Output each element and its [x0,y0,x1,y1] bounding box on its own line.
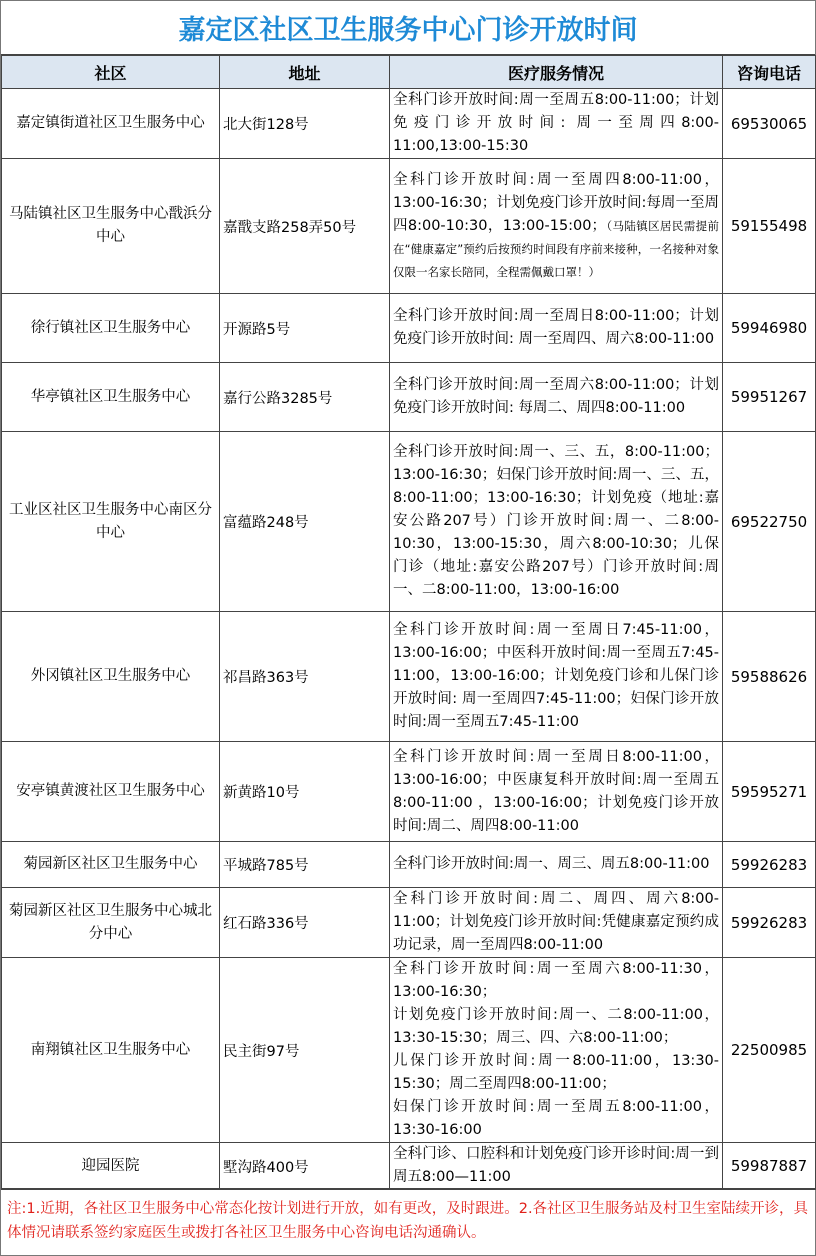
cell-phone: 59595271 [723,742,816,842]
service-text: 全科门诊开放时间:周一至周日7:45-11:00，13:00-16:00；中医科开放时间:周一至周五7:45-11:00，13:00-16:00；计划免疫门诊和儿保门诊开放时间: 周一至周四7:45-11:00；妇保门诊开放时间:周一至周五7:45-11:00 [393,622,719,730]
cell-service [390,432,723,612]
header-phone: 咨询电话 [723,56,816,89]
service-text: 全科门诊开放时间:周一至周六8:00-11:00；计划免疫门诊开放时间: 每周二、周四8:00-11:00 [393,377,719,416]
cell-phone: 59987887 [723,1143,816,1190]
service-note: （马陆镇区居民需提前在“健康嘉定”预约后按预约时间段有序前来接种，一名接种对象仅限一名家长陪同，全程需佩戴口罩！） [393,218,720,279]
cell-address: 北大街128号 [220,89,390,159]
service-text: 全科门诊开放时间:周一、周三、周五8:00-11:00 [393,856,710,872]
cell-phone: 59588626 [723,612,816,742]
cell-address: 红石路336号 [220,888,390,958]
cell-service [390,363,723,432]
cell-phone: 59155498 [723,159,816,294]
service-text: 全科门诊开放时间:周一至周日8:00-11:00，13:00-16:00；中医康复科开放时间:周一至周五8:00-11:00 ，13:00-16:00；计划免疫门诊开放时间:周二、周四8:00-11:00 [393,748,719,834]
service-text: 全科门诊开放时间:周一至周日8:00-11:00；计划免疫门诊开放时间: 周一至周四、周六8:00-11:00 [393,308,719,347]
service-text: 全科门诊开放时间:周二、周四、周六8:00-11:00；计划免疫门诊开放时间:凭健康嘉定预约成功记录，周一至周四8:00-11:00 [393,891,719,953]
header-name: 社区 [2,56,220,89]
cell-phone: 59926283 [723,842,816,888]
cell-name: 菊园新区社区卫生服务中心城北分中心 [2,888,220,958]
cell-address: 民主街97号 [220,958,390,1143]
cell-phone: 69530065 [723,89,816,159]
cell-address: 祁昌路363号 [220,612,390,742]
page-title: 嘉定区社区卫生服务中心门诊开放时间 [1,1,815,55]
cell-name: 徐行镇社区卫生服务中心 [2,294,220,363]
cell-address: 新黄路10号 [220,742,390,842]
service-text: 全科门诊开放时间:周一至周四8:00-11:00，13:00-16:30；计划免疫门诊开放时间:每周一至周四8:00-10:30，13:00-15:00； [393,171,719,234]
cell-service [390,958,723,1143]
header-address: 地址 [220,56,390,89]
cell-name: 安亭镇黄渡社区卫生服务中心 [2,742,220,842]
footnote: 注:1.近期，各社区卫生服务中心常态化按计划进行开放，如有更改，及时跟进。2.各社区卫生服务站及村卫生室陆续开诊，具体情况请联系签约家庭医生或拨打各社区卫生服务中心咨询电话沟通确认。 [1,1188,815,1256]
header-service: 医疗服务情况 [390,56,723,89]
cell-phone: 59946980 [723,294,816,363]
cell-service [390,159,723,294]
service-text: 全科门诊、口腔科和计划免疫门诊开诊时间:周一到周五8:00—11:00 [393,1146,719,1185]
cell-address: 嘉行公路3285号 [220,363,390,432]
table-row [2,742,816,842]
cell-address: 富蕴路248号 [220,432,390,612]
cell-name: 外冈镇社区卫生服务中心 [2,612,220,742]
table-row [2,958,816,1143]
cell-address: 开源路5号 [220,294,390,363]
cell-phone: 69522750 [723,432,816,612]
cell-service [390,888,723,958]
table-row [2,612,816,742]
cell-phone: 59926283 [723,888,816,958]
cell-service [390,89,723,159]
table-row [2,432,816,612]
cell-phone: 59951267 [723,363,816,432]
cell-name: 马陆镇社区卫生服务中心戬浜分中心 [2,159,220,294]
service-text: 全科门诊开放时间:周一至周五8:00-11:00；计划免疫门诊开放时间: 周一至周四8:00-11:00,13:00-15:30 [393,92,719,154]
table-row [2,842,816,888]
table-row [2,1143,816,1190]
cell-name: 菊园新区社区卫生服务中心 [2,842,220,888]
cell-address: 嘉戬支路258弄50号 [220,159,390,294]
cell-name: 南翔镇社区卫生服务中心 [2,958,220,1143]
table-row [2,363,816,432]
table-row [2,294,816,363]
table-row [2,888,816,958]
cell-name: 工业区社区卫生服务中心南区分中心 [2,432,220,612]
clinic-table [1,55,816,1190]
cell-name: 华亭镇社区卫生服务中心 [2,363,220,432]
service-text: 全科门诊开放时间:周一至周六8:00-11:30，13:00-16:30； 计划免疫门诊开放时间:周一、二8:00-11:00，13:30-15:30；周三、四、六8:00-11:00； 儿保门诊开放时间:周一8:00-11:00，13:30-15:30；周二至周四8:00-11:00； 妇保门诊开放时间:周一至周五8:00-11:00，13:30-16:00 [393,961,719,1138]
cell-service [390,294,723,363]
table-row [2,159,816,294]
cell-name: 嘉定镇街道社区卫生服务中心 [2,89,220,159]
cell-service [390,742,723,842]
table-row [2,89,816,159]
cell-service [390,842,723,888]
cell-phone: 22500985 [723,958,816,1143]
table-header-row [2,56,816,89]
cell-service [390,612,723,742]
cell-address: 墅沟路400号 [220,1143,390,1190]
service-text: 全科门诊开放时间:周一、三、五，8:00-11:00；13:00-16:30；妇保门诊开放时间:周一、三、五，8:00-11:00；13:00-16:30；计划免疫（地址:嘉安公路207号）门诊开放时间:周一、二8:00-10:30，13:00-15:30，周六8:00-10:30；儿保门诊（地址:嘉安公路207号）门诊开放时间:周一、二8:00-11:00，13:00-16:00 [393,444,719,598]
cell-name: 迎园医院 [2,1143,220,1190]
cell-address: 平城路785号 [220,842,390,888]
cell-service [390,1143,723,1190]
